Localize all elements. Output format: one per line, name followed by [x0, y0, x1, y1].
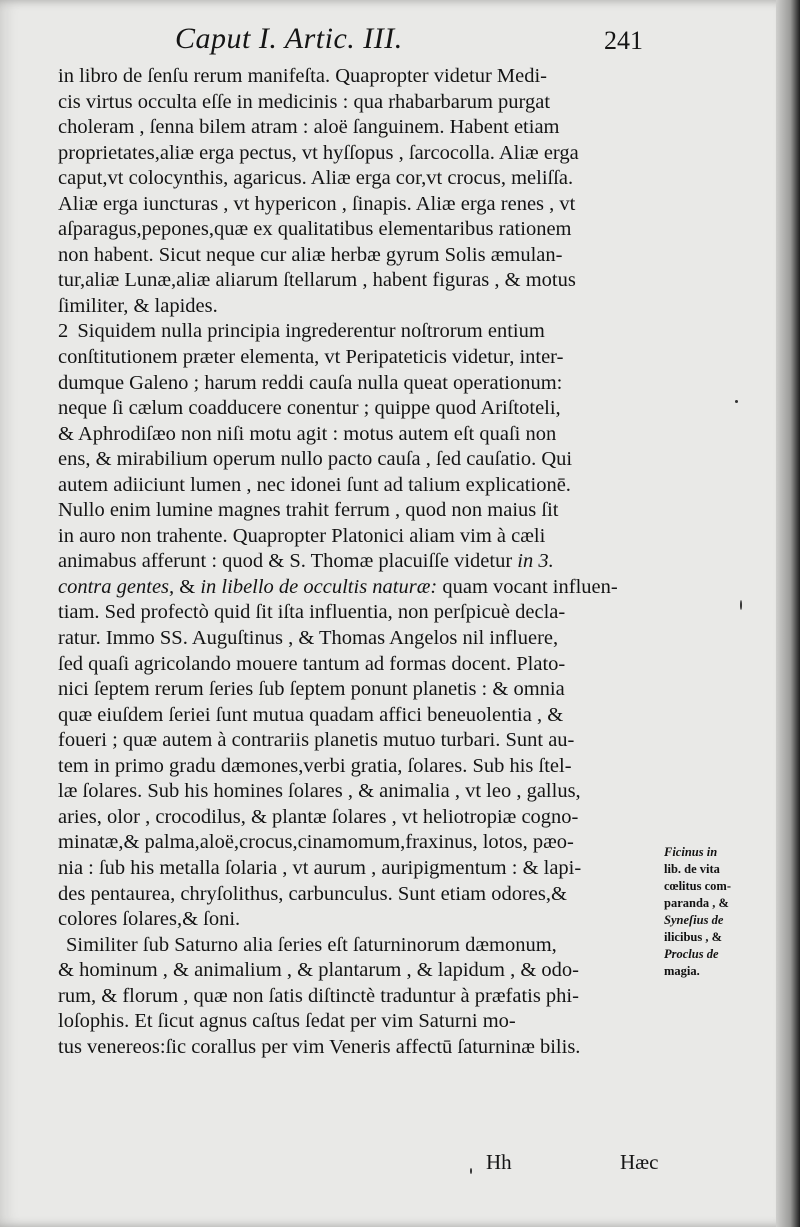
text-line [58, 115, 658, 141]
line-text: choleram , ſenna bilem atram : aloë ſanguinem. Habent etiam [58, 116, 560, 139]
margin-note-line: cœlitus com- [664, 879, 731, 893]
line-text: conſtitutionem præter elementa, vt Peripateticis videtur, inter- [58, 346, 564, 369]
text-line [58, 830, 658, 856]
line-text: & [179, 575, 196, 598]
text-line [58, 192, 658, 218]
line-text: des pentaurea, chryſolithus, carbunculus. Sunt etiam odores,& [58, 882, 567, 905]
line-text: quæ eiuſdem ſeriei ſunt mutua quadam affici beneuolentia , & [58, 703, 564, 726]
line-text: Aliæ erga iuncturas , vt hypericon , ſinapis. Aliæ erga renes , vt [58, 192, 576, 215]
text-line [58, 371, 658, 397]
text-line [58, 549, 658, 575]
text-line [58, 779, 658, 805]
page-edge [776, 0, 800, 1227]
line-text: autem adiiciunt lumen , nec idonei ſunt ad talium explicationē. [58, 473, 571, 496]
text-line [58, 958, 658, 984]
running-head: Caput I. Artic. III. [175, 22, 403, 55]
text-line [58, 933, 658, 959]
text-line [58, 728, 658, 754]
margin-note-line: Syneſius de [664, 913, 724, 927]
text-line [58, 166, 658, 192]
line-text: in libro de ſenſu rerum manifeſta. Quapropter videtur Medi- [58, 65, 547, 87]
line-text: proprietates,aliæ erga pectus, vt hyſſopus , ſarcocolla. Aliæ erga [58, 141, 579, 164]
margin-note-line: lib. de vita [664, 862, 720, 876]
text-line [58, 345, 658, 371]
line-text: & Aphrodiſæo non niſi motu agit : motus autem eſt quaſi non [58, 422, 557, 445]
text-line [58, 90, 658, 116]
page-header [0, 18, 790, 58]
line-text: aſparagus,pepones,quæ ex qualitatibus elementaribus rationem [58, 218, 572, 241]
margin-note [664, 844, 774, 980]
text-line [58, 882, 658, 908]
line-text: Nullo enim lumine magnes trahit ferrum , quod non maius ſit [58, 499, 559, 522]
line-text: ens, & mirabilium operum nullo pacto cauſa , ſed cauſatio. Qui [58, 448, 573, 471]
signature-mark: Hh [486, 1150, 512, 1174]
text-line [58, 268, 658, 294]
text-line [58, 498, 658, 524]
text-line [58, 856, 658, 882]
line-text: & hominum , & animalium , & plantarum , & lapidum , & odo- [58, 959, 579, 982]
line-text: minatæ,& palma,aloë,crocus,cinamomum,fraxinus, lotos, pæo- [58, 831, 574, 854]
text-line [58, 473, 658, 499]
margin-note-line: ilicibus , & [664, 930, 722, 944]
margin-note-line: magia. [664, 964, 700, 978]
line-text: ratur. Immo SS. Auguſtinus , & Thomas Angelos nil influere, [58, 627, 559, 650]
text-line [58, 422, 658, 448]
line-text: cis virtus occulta eſſe in medicinis : qua rhabarbarum purgat [58, 90, 551, 113]
text-line [58, 575, 658, 601]
line-text: rum, & florum , quæ non ſatis diſtinctè traduntur à præfatis phi- [58, 984, 579, 1007]
line-text: ſimiliter, & lapides. [58, 294, 218, 317]
text-line [58, 652, 658, 678]
line-text: in auro non trahente. Quapropter Platonici aliam vim à cæli [58, 524, 546, 547]
text-line [58, 243, 658, 269]
page-number: 241 [604, 26, 643, 55]
text-line [58, 805, 658, 831]
line-text: tem in primo gradu dæmones,verbi gratia, ſolares. Sub his ſtel- [58, 754, 572, 777]
line-text: ſed quaſi agricolando mouere tantum ad formas docent. Plato- [58, 652, 566, 675]
line-text: tur,aliæ Lunæ,aliæ aliarum ſtellarum , habent figuras , & motus [58, 269, 576, 292]
text-line [58, 319, 658, 345]
line-text: tiam. Sed profectò quid ſit iſta influentia, non perſpicuè decla- [58, 601, 566, 624]
text-line [58, 984, 658, 1010]
line-text: tus venereos:ſic corallus per vim Veneris affectū ſaturninæ bilis. [58, 1035, 581, 1058]
margin-note-line: Proclus de [664, 947, 719, 961]
text-line [58, 600, 658, 626]
italic-citation: in 3. [517, 550, 554, 573]
line-text: non habent. Sicut neque cur aliæ herbæ gyrum Solis æmulan- [58, 243, 563, 266]
line-text: dumque Galeno ; harum reddi cauſa nulla queat operationum: [58, 371, 563, 394]
line-text: caput,vt colocynthis, agaricus. Aliæ erga cor,vt crocus, meliſſa. [58, 167, 574, 190]
line-text: loſophis. Et ſicut agnus caſtus ſedat per vim Saturni mo- [58, 1010, 516, 1033]
text-line [58, 1035, 658, 1061]
text-line [58, 703, 658, 729]
line-text: Siquidem nulla principia ingrederentur noſtrorum entium [77, 320, 545, 343]
text-line [58, 447, 658, 473]
margin-note-line: paranda , & [664, 896, 729, 910]
text-line [58, 396, 658, 422]
line-text: neque ſi cælum coadducere conentur ; quippe quod Ariſtoteli, [58, 397, 561, 420]
italic-citation: contra gentes, [58, 575, 175, 598]
text-line [58, 524, 658, 550]
line-text: animabus afferunt : quod & S. Thomæ placuiſſe videtur [58, 550, 513, 573]
italic-citation: in libello de occultis naturæ: [200, 575, 438, 598]
text-line [58, 141, 658, 167]
text-line [58, 1009, 658, 1035]
text-line [58, 64, 658, 90]
text-line [58, 626, 658, 652]
line-text: foueri ; quæ autem à contrariis planetis mutuo turbari. Sunt au- [58, 729, 575, 752]
paragraph-number: 2 [58, 320, 69, 343]
line-text: aries, olor , crocodilus, & plantæ ſolares , vt heliotropiæ cogno- [58, 805, 579, 828]
text-line [58, 294, 658, 320]
catchword: Hæc [620, 1150, 659, 1174]
text-line [58, 907, 658, 933]
line-text: nia : ſub his metalla ſolaria , vt aurum , auripigmentum : & lapi- [58, 856, 582, 879]
text-line [58, 217, 658, 243]
line-text: læ ſolares. Sub his homines ſolares , & animalia , vt leo , gallus, [58, 780, 581, 803]
line-text: quam vocant influen- [442, 575, 618, 598]
line-text: nici ſeptem rerum ſeries ſub ſeptem ponunt planetis : & omnia [58, 678, 565, 701]
line-text: Similiter ſub Saturno alia ſeries eſt ſaturninorum dæmonum, [66, 933, 557, 956]
line-text: colores ſolares,& ſoni. [58, 908, 241, 931]
text-line [58, 754, 658, 780]
body-text [58, 64, 658, 1060]
text-line [58, 677, 658, 703]
margin-note-line: Ficinus in [664, 845, 718, 859]
